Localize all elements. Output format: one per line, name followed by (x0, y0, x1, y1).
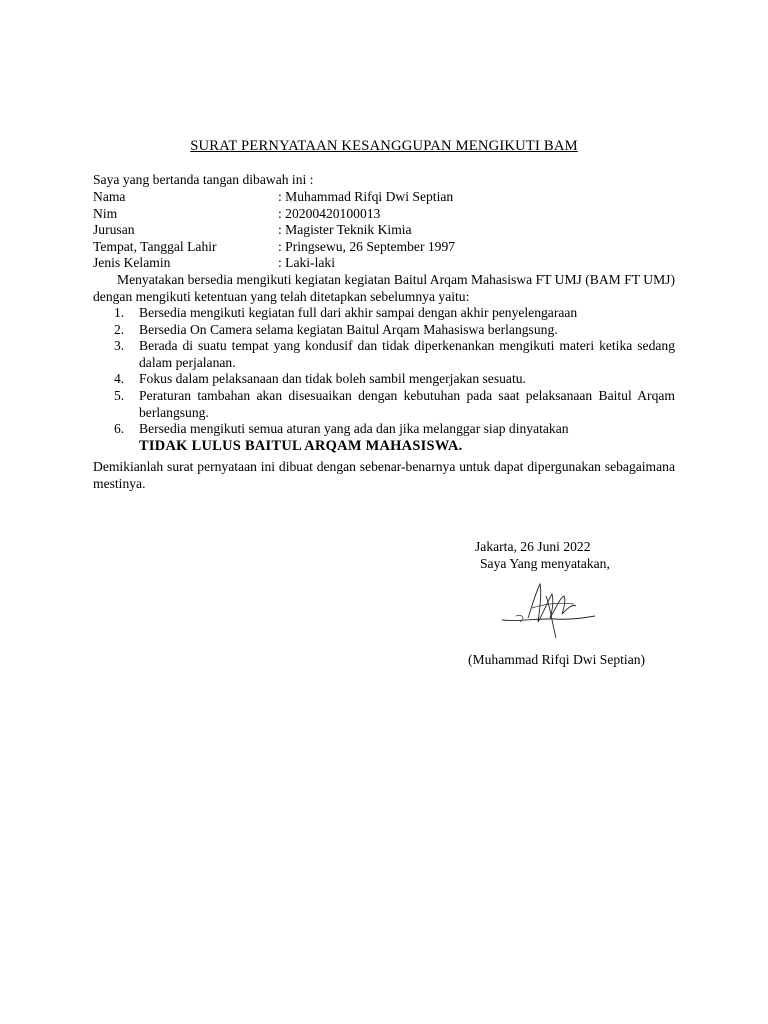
field-label: Nim (93, 205, 118, 221)
list-number: 6. (114, 421, 125, 437)
list-text: Bersedia mengikuti kegiatan full dari akhir sampai dengan akhir penyelengaraan (139, 305, 578, 320)
list-number: 5. (114, 387, 125, 403)
signature-image (498, 578, 598, 642)
list-item (93, 371, 675, 388)
field-row-jurusan (93, 222, 455, 239)
list-item (93, 421, 675, 454)
field-value: : Magister Teknik Kimia (278, 222, 412, 238)
list-text: Peraturan tambahan akan disesuaikan dengan kebutuhan pada saat pelaksanaan Baitul Arqam berlangsung. (139, 387, 675, 420)
list-text: Fokus dalam pelaksanaan dan tidak boleh sambil mengerjakan sesuatu. (139, 371, 526, 387)
list-item (93, 305, 675, 322)
field-value: : Laki-laki (278, 255, 335, 271)
statement-paragraph: Menyatakan bersedia mengikuti kegiatan kegiatan Baitul Arqam Mahasiswa FT UMJ (BAM FT UMJ) dengan mengikuti ketentuan yang telah ditetapkan sebelumnya yaitu: (93, 272, 675, 304)
list-number: 2. (114, 321, 125, 337)
field-row-ttl (93, 239, 455, 256)
field-row-jenis-kelamin (93, 255, 455, 272)
closing-paragraph: Demikianlah surat pernyataan ini dibuat dengan sebenar-benarnya untuk dapat dipergunakan sebagaimana mestinya. (93, 459, 675, 491)
field-label: Nama (93, 189, 126, 204)
statement-label: Saya Yang menyatakan, (480, 556, 610, 571)
field-value: : 20200420100013 (278, 205, 381, 221)
field-value: : Pringsewu, 26 September 1997 (278, 238, 456, 254)
list-number: 1. (114, 305, 125, 320)
field-label: Jenis Kelamin (93, 255, 171, 271)
identity-fields (93, 189, 455, 272)
list-item (93, 338, 675, 371)
list-text: Berada di suatu tempat yang kondusif dan tidak diperkenankan mengikuti materi ketika sedang dalam perjalanan. (139, 338, 675, 370)
list-item (93, 388, 675, 421)
field-label: Tempat, Tanggal Lahir (93, 238, 217, 254)
bold-warning: TIDAK LULUS BAITUL ARQAM MAHASISWA. (139, 437, 463, 454)
list-item (93, 322, 675, 339)
field-row-nama (93, 189, 455, 206)
list-text: Bersedia mengikuti semua aturan yang ada dan jika melanggar siap dinyatakan (139, 421, 569, 437)
document-title: SURAT PERNYATAAN KESANGGUPAN MENGIKUTI BAM (190, 138, 578, 154)
list-number: 4. (114, 371, 125, 387)
list-number: 3. (114, 338, 125, 354)
list-text: Bersedia On Camera selama kegiatan Baitul Arqam Mahasiswa berlangsung. (139, 321, 558, 337)
place-date: Jakarta, 26 Juni 2022 (475, 539, 591, 554)
intro-text: Saya yang bertanda tangan dibawah ini : (93, 172, 314, 187)
field-value: : Muhammad Rifqi Dwi Septian (278, 189, 454, 204)
conditions-list (93, 305, 675, 454)
field-label: Jurusan (93, 222, 135, 238)
signer-name: (Muhammad Rifqi Dwi Septian) (468, 652, 646, 667)
field-row-nim (93, 206, 455, 223)
